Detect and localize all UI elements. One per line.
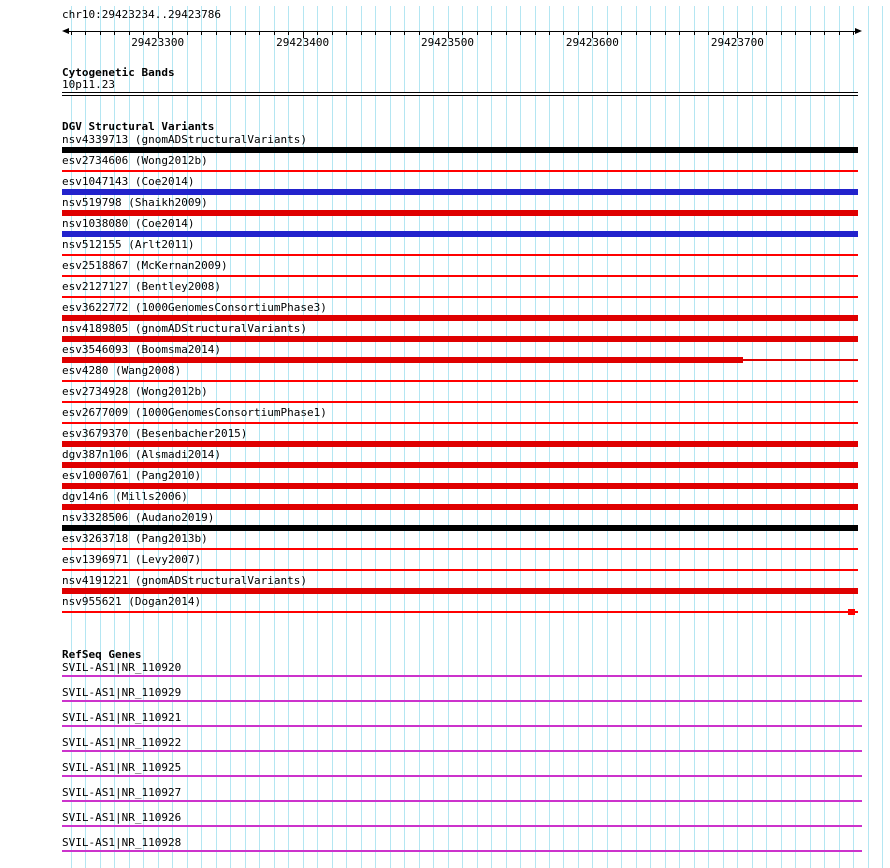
dgv-variant-label[interactable]: esv3622772 (1000GenomesConsortiumPhase3) [62,301,327,314]
dgv-variant-label[interactable]: esv2127127 (Bentley2008) [62,280,221,293]
refseq-gene-line[interactable] [62,750,862,752]
dgv-variant-label[interactable]: esv1047143 (Coe2014) [62,175,195,188]
dgv-variant-label[interactable]: esv4280 (Wang2008) [62,364,182,377]
cytoband-label: 10p11.23 [62,78,115,91]
refseq-gene-label[interactable]: SVIL-AS1|NR_110922 [62,736,182,749]
section-title-dgv-structural-variants: DGV Structural Variants [62,120,215,133]
refseq-gene-line[interactable] [62,825,862,827]
dgv-variant-label[interactable]: nsv512155 (Arlt2011) [62,238,195,251]
refseq-gene-label[interactable]: SVIL-AS1|NR_110929 [62,686,182,699]
dgv-variant-label[interactable]: esv1000761 (Pang2010) [62,469,202,482]
dgv-variant-label[interactable]: nsv3328506 (Audano2019) [62,511,215,524]
ruler-tick-label: 29423700 [710,36,764,49]
dgv-variant-label[interactable]: dgv387n106 (Alsmadi2014) [62,448,221,461]
refseq-gene-label[interactable]: SVIL-AS1|NR_110926 [62,811,182,824]
refseq-gene-label[interactable]: SVIL-AS1|NR_110928 [62,836,182,849]
region-title: chr10:29423234..29423786 [62,8,221,21]
refseq-gene-line[interactable] [62,850,862,852]
dgv-variant-label[interactable]: nsv4189805 (gnomADStructuralVariants) [62,322,308,335]
dgv-variant-label[interactable]: esv3679370 (Besenbacher2015) [62,427,248,440]
ruler-tick-label: 29423300 [131,36,185,49]
dgv-variant-label[interactable]: esv2518867 (McKernan2009) [62,259,228,272]
ruler-tick-label: 29423500 [421,36,474,49]
dgv-variant-label[interactable]: esv2734606 (Wong2012b) [62,154,208,167]
refseq-gene-line[interactable] [62,700,862,702]
dgv-variant-label[interactable]: esv1396971 (Levy2007) [62,553,202,566]
dgv-variant-label[interactable]: nsv4191221 (gnomADStructuralVariants) [62,574,308,587]
refseq-gene-label[interactable]: SVIL-AS1|NR_110927 [62,786,182,799]
dgv-variant-label[interactable]: nsv955621 (Dogan2014) [62,595,202,608]
ruler-tick-label: 29423600 [565,36,619,49]
refseq-gene-label[interactable]: SVIL-AS1|NR_110920 [62,661,182,674]
dgv-variant-label[interactable]: dgv14n6 (Mills2006) [62,490,188,503]
section-title-cytogenetic-bands: Cytogenetic Bands [62,66,175,79]
refseq-gene-line[interactable] [62,800,862,802]
dgv-variant-label[interactable]: nsv4339713 (gnomADStructuralVariants) [62,133,308,146]
dgv-variant-label[interactable]: esv2677009 (1000GenomesConsortiumPhase1) [62,406,327,419]
dgv-variant-label[interactable]: nsv1038080 (Coe2014) [62,217,195,230]
ruler-tick-label: 29423400 [276,36,330,49]
refseq-gene-label[interactable]: SVIL-AS1|NR_110921 [62,711,182,724]
refseq-gene-label[interactable]: SVIL-AS1|NR_110925 [62,761,182,774]
section-title-refseq-genes: RefSeq Genes [62,648,142,661]
refseq-gene-line[interactable] [62,775,862,777]
dgv-variant-label[interactable]: esv3546093 (Boomsma2014) [62,343,221,356]
refseq-gene-line[interactable] [62,675,862,677]
dgv-variant-label[interactable]: esv2734928 (Wong2012b) [62,385,208,398]
dgv-variant-label[interactable]: nsv519798 (Shaikh2009) [62,196,208,209]
refseq-gene-line[interactable] [62,725,862,727]
dgv-variant-label[interactable]: esv3263718 (Pang2013b) [62,532,208,545]
